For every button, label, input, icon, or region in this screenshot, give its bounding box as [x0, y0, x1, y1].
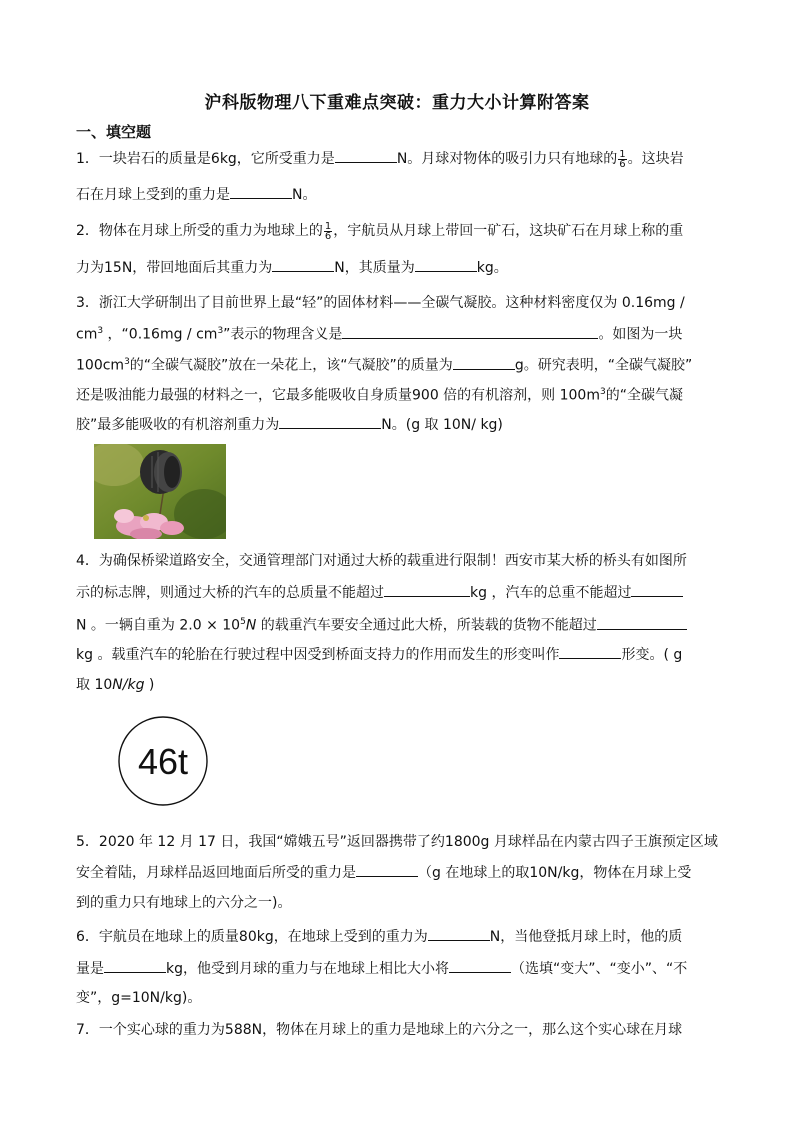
answer-blank[interactable]: [279, 414, 381, 429]
answer-blank[interactable]: [453, 355, 515, 370]
fraction: $\frac{1}{6}$: [619, 148, 626, 170]
question-4-line-1: 4．为确保桥梁道路安全，交通管理部门对通过大桥的载重进行限制！西安市某大桥的桥头有如图所: [76, 553, 687, 569]
answer-blank[interactable]: [356, 862, 418, 877]
question-4-line-2: 示的标志牌，则通过大桥的汽车的总质量不能超过 kg ，汽车的总重不能超过: [76, 582, 683, 603]
question-2-line-2: 力为15N，带回地面后其重力为 N，其质量为 kg。: [76, 257, 508, 278]
fraction: $\frac{1}{6}$: [324, 220, 332, 242]
answer-blank[interactable]: [335, 148, 397, 163]
question-4-line-5: 取 10N/kg ): [76, 677, 155, 693]
answer-blank[interactable]: [597, 615, 687, 630]
answer-blank[interactable]: [342, 324, 598, 339]
question-6-line-2: 量是 kg，他受到月球的重力与在地球上相比大小将 （选填“变大”、“变小”、“不: [76, 958, 687, 979]
answer-blank[interactable]: [384, 582, 470, 597]
question-4-line-4: kg 。载重汽车的轮胎在行驶过程中因受到桥面支持力的作用而发生的形变叫作 形变。( g: [76, 644, 682, 665]
question-3-line-1: 3．浙江大学研制出了目前世界上最“轻”的固体材料——全碳气凝胶。这种材料密度仅为 0.16mg /: [76, 295, 685, 311]
question-6-line-3: 变”，g=10N/kg)。: [76, 990, 202, 1006]
question-5-line-2: 安全着陆，月球样品返回地面后所受的重力是 （g 在地球上的取10N/kg，物体在月球上受: [76, 862, 691, 883]
question-2-line-1: 2．物体在月球上所受的重力为地球上的 $\frac{1}{6}$ ，宇航员从月球上带回一矿石，这块矿石在月球上称的重: [76, 220, 684, 242]
answer-blank[interactable]: [415, 257, 477, 272]
question-5-line-1: 5．2020 年 12 月 17 日，我国“嫦娥五号”返回器携带了约1800g 月球样品在内蒙古四子王旗预定区域: [76, 834, 718, 850]
answer-blank[interactable]: [449, 958, 511, 973]
question-3-line-2: $cm^3$ ，“$0.16mg / cm^3$”表示的物理含义是 。如图为一块: [76, 321, 682, 345]
question-3-line-3: $100cm^3$的“全碳气凝胶”放在一朵花上，该“气凝胶”的质量为 g。研究表明，“全碳气凝胶”: [76, 352, 692, 376]
section-heading: 一、填空题: [76, 123, 152, 141]
answer-blank[interactable]: [272, 257, 334, 272]
question-1-line-1: 1．一块岩石的质量是6kg，它所受重力是 N。月球对物体的吸引力只有地球的 $\frac{1}{6}$ 。这块岩: [76, 148, 684, 170]
question-3-line-4: 还是吸油能力最强的材料之一，它最多能吸收自身质量900 倍的有机溶剂，则 $100m^3$的“全碳气凝: [76, 387, 683, 404]
question-5-line-3: 到的重力只有地球上的六分之一)。: [76, 895, 292, 911]
answer-blank[interactable]: [104, 958, 166, 973]
question-7-line-1: 7．一个实心球的重力为588N，物体在月球上的重力是地球上的六分之一，那么这个实心球在月球: [76, 1022, 683, 1038]
answer-blank[interactable]: [631, 582, 683, 597]
answer-blank[interactable]: [428, 926, 490, 941]
question-3-line-5: 胶”最多能吸收的有机溶剂重力为 N。(g 取 10N/ kg): [76, 414, 503, 435]
answer-blank[interactable]: [230, 184, 292, 199]
question-6-line-1: 6．宇航员在地球上的质量80kg，在地球上受到的重力为 N，当他登抵月球上时，他的质: [76, 926, 682, 947]
weight-limit-sign-text: 46t: [137, 741, 189, 782]
question-4-line-3: N 。一辆自重为 $2.0 \times 10^5N$ 的载重汽车要安全通过此大桥，所装载的货物不能超过: [76, 612, 687, 636]
answer-blank[interactable]: [559, 644, 621, 659]
aerogel-on-flower-photo: [94, 444, 226, 539]
question-1-line-2: 石在月球上受到的重力是 N。: [76, 184, 316, 205]
page-title: 沪科版物理八下重难点突破：重力大小计算附答案: [204, 93, 590, 113]
